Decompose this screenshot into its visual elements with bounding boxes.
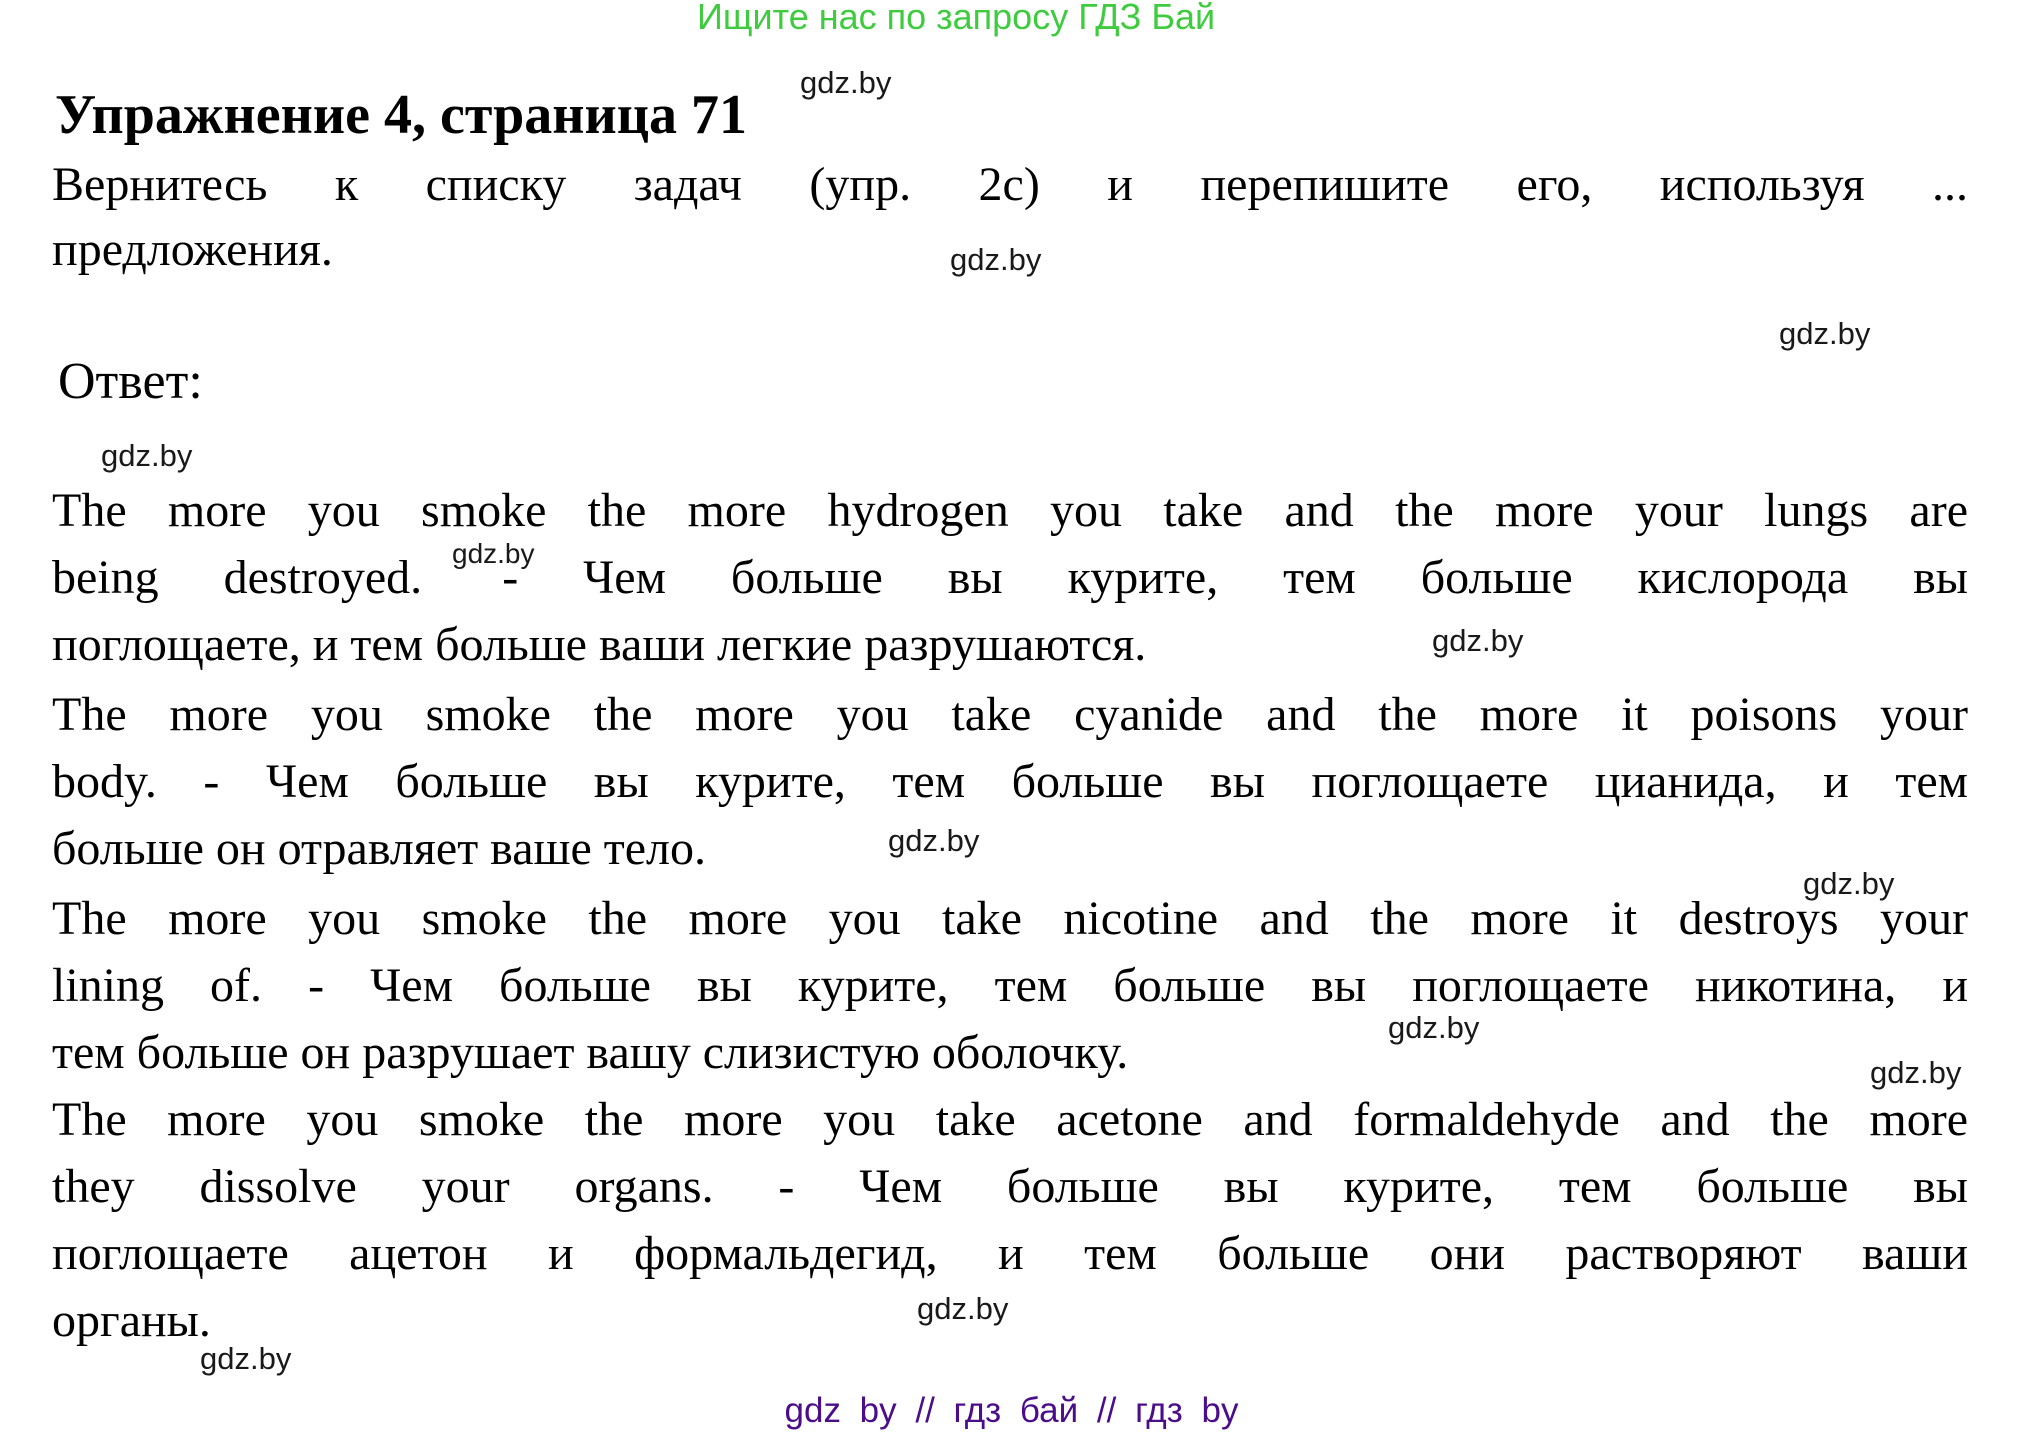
watermark-gdz-by: gdz.by	[917, 1291, 1009, 1326]
answer-line: they dissolve your organs. - Чем больше вы курите, тем больше вы	[52, 1160, 1968, 1213]
watermark-gdz-by: gdz.by	[1779, 316, 1871, 351]
task-line: Вернитесь к списку задач (упр. 2с) и перепишите его, используя ...	[52, 158, 1968, 211]
watermark-gdz-by: gdz.by	[950, 242, 1042, 277]
answer-line: The more you smoke the more you take nicotine and the more it destroys your	[52, 892, 1968, 945]
answer-line: The more you smoke the more you take acetone and formaldehyde and the more	[52, 1093, 1968, 1146]
site-footer: gdz by // гдз бай // гдз by	[784, 1391, 1239, 1430]
answer-line: The more you smoke the more hydrogen you take and the more your lungs are	[52, 484, 1968, 537]
watermark-gdz-by: gdz.by	[800, 65, 892, 100]
watermark-gdz-by: gdz.by	[1432, 623, 1524, 658]
watermark-gdz-by: gdz.by	[1870, 1055, 1962, 1090]
task-statement	[52, 152, 1968, 282]
answer-line-part: being destroyed.	[52, 551, 423, 604]
answer-line	[52, 544, 1968, 611]
promo-banner: Ищите нас по запросу ГДЗ Бай	[697, 0, 1216, 37]
answer-line: lining of. - Чем больше вы курите, тем больше вы поглощаете никотина, и	[52, 959, 1968, 1012]
answer-line: органы.	[52, 1294, 211, 1347]
watermark-gdz-by: gdz.by	[101, 438, 193, 473]
answer-line: поглощаете ацетон и формальдегид, и тем больше они растворяют ваши	[52, 1227, 1968, 1280]
answer-paragraph-3	[52, 885, 1968, 1086]
answer-line: поглощаете, и тем больше ваши легкие разрушаются.	[52, 618, 1147, 671]
watermark-gdz-by: gdz.by	[200, 1341, 292, 1376]
page-title: Упражнение 4, страница 71	[55, 84, 748, 146]
answer-paragraph-2	[52, 681, 1968, 882]
answer-line: body. - Чем больше вы курите, тем больше вы поглощаете цианида, и тем	[52, 755, 1968, 808]
watermark-gdz-by: gdz.by	[452, 538, 535, 569]
task-line: предложения.	[52, 223, 333, 276]
answer-line: тем больше он разрушает вашу слизистую оболочку.	[52, 1026, 1129, 1079]
answer-line-part: - Чем больше вы курите, тем больше кислорода вы	[502, 551, 1969, 604]
answer-line: The more you smoke the more you take cyanide and the more it poisons your	[52, 688, 1968, 741]
watermark-gdz-by: gdz.by	[888, 823, 980, 858]
answer-line: больше он отравляет ваше тело.	[52, 822, 706, 875]
answer-paragraph-4	[52, 1086, 1968, 1354]
answer-paragraph-1	[52, 477, 1968, 678]
answer-label: Ответ:	[58, 353, 203, 410]
watermark-gdz-by: gdz.by	[1388, 1010, 1480, 1045]
watermark-gdz-by: gdz.by	[1803, 866, 1895, 901]
